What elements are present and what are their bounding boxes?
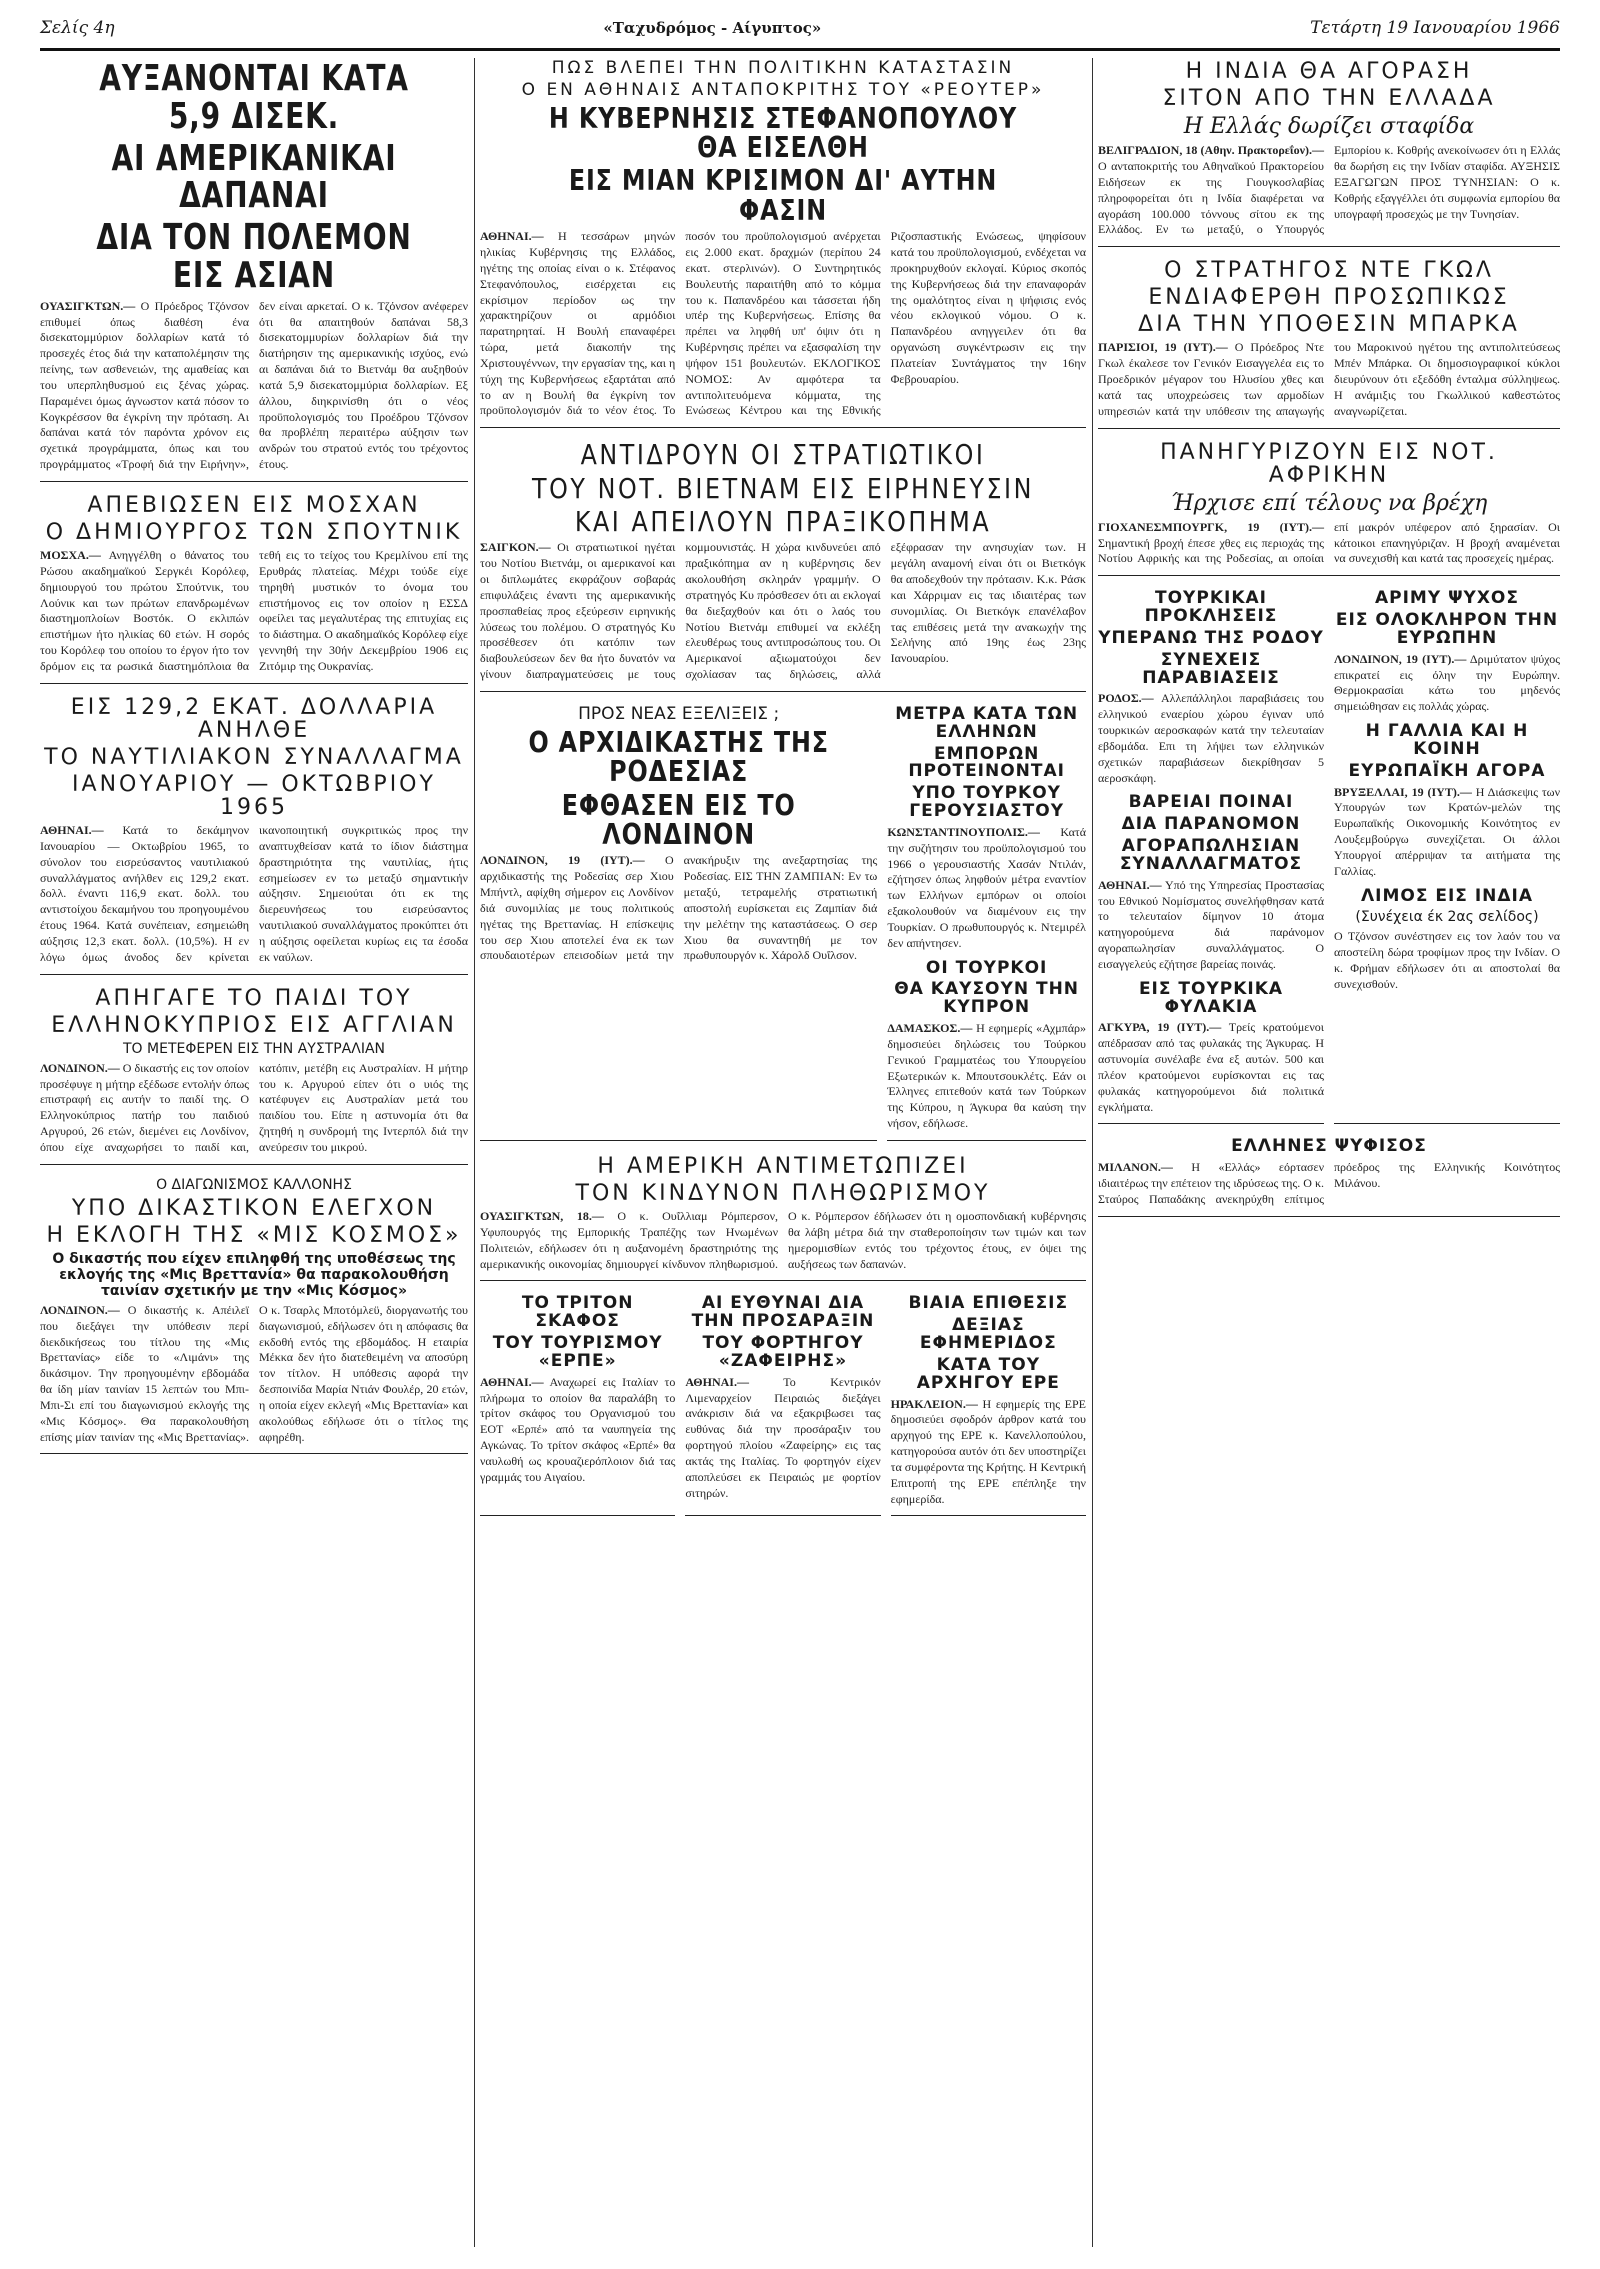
headline: ΔΙΑ ΤΟΝ ΠΟΛΕΜΟΝ ΕΙΣ ΑΣΙΑΝ: [96, 217, 412, 296]
article-body: [480, 229, 1086, 419]
article-cold: [1334, 588, 1560, 1124]
dateline: ΛΟΝΔΙΝΟΝ.—: [40, 1060, 120, 1075]
headline: ΑΝΤΙΔΡΟΥΝ ΟΙ ΣΤΡΑΤΙΩΤΙΚΟΙ: [580, 438, 986, 472]
headline: ΤΟ ΤΡΙΤΟΝ ΣΚΑΦΟΣ: [521, 1293, 634, 1332]
article-korolev: [40, 494, 468, 684]
article-text: Αλλεπάλληλοι παραβιάσεις του ελληνικού εναερίου χώρου έγιναν υπό τουρκικών αεροσκαφών κατά την τελευταίαν εβδομάδα. Επι τη λήψει των ελληνικών σχετικών παραβιάσεων διεκρίθησαν 5 αεροσκάφη.: [1098, 691, 1324, 785]
article-body: [1098, 1020, 1324, 1115]
article-text: Ο δικαστής εις τον οποίον προσέφυγε η μήτηρ εξέδωσε εντολήν όπως επιστραφή εις αυτήν το παιδί της. Ο Ελληνοκύπριος πατήρ του παιδιού Αργυρού, 26 ετών, διεμένει εις Λονδίνον, όπου είχε αναχωρήσει το παιδί και, κατόπιν, μετέβη εις Αυστραλίαν. Η μήτηρ του κ. Αργυρού είπεν ότι ο υιός της κατέφυγεν εις Αυστραλίαν μετά του παιδίου του. Είπε η αστυνομία ότι θα ζητηθή η συνδρομή της Ιντερπόλ διά την ανεύρεσιν του μικρού.: [40, 1060, 468, 1154]
kicker: Ο ΕΝ ΑΘΗΝΑΙΣ ΑΝΤΑΠΟΚΡΙΤΗΣ ΤΟΥ «ΡΕΟΥΤΕΡ»: [521, 79, 1045, 100]
headline: Η ΓΑΛΛΙΑ ΚΑΙ Η ΚΟΙΝΗ: [1365, 721, 1529, 759]
article-greeks-milan: [1098, 1138, 1560, 1216]
dateline: ΣΑΙΓΚΟΝ.—: [480, 540, 551, 555]
article-text: Η εφημερίς της ΕΡΕ δημοσιεύει σφοδρόν άρθρον κατά του αρχηγού της ΕΡΕ κ. Κανελλοπούλου, κατηγορούσα αυτόν ότι δεν υποστηρίζει τα συμφέροντα της Κρήτης. Η Κεντρική Επιτροπή της ΕΡΕ επέπληξε την εφημερίδα.: [890, 1396, 1086, 1506]
article-body: [40, 548, 468, 675]
article-body: [1098, 1160, 1560, 1207]
headline: ΑΠΕΒΙΩΣΕΝ ΕΙΣ ΜΟΣΧΑΝ: [87, 492, 421, 518]
article-greek-merchants: [887, 704, 1086, 1141]
headline: ΑΥΞΑΝΟΝΤΑΙ ΚΑΤΑ 5,9 ΔΙΣΕΚ.: [99, 58, 409, 137]
dateline: ΛΟΝΔΙΝΟΝ, 19 (ΙΥΤ).—: [1334, 651, 1467, 666]
headline: ΕΙΣ 129,2 ΕΚΑΤ. ΔΟΛΛΑΡΙΑ ΑΝΗΛΘΕ: [70, 694, 438, 743]
dateline: ΛΟΝΔΙΝΟΝ, 19 (ΙΥΤ).—: [480, 853, 645, 868]
kicker: ΠΩΣ ΒΛΕΠΕΙ ΤΗΝ ΠΟΛΙΤΙΚΗΝ ΚΑΤΑΣΤΑΣΙΝ: [551, 58, 1015, 78]
article-south-africa: [1098, 441, 1560, 577]
headline: ΣΥΝΕΧΕΙΣ ΠΑΡΑΒΙΑΣΕΙΣ: [1142, 649, 1280, 688]
article-text: Ο Πρόεδρος Ντε Γκωλ έκαλεσε τον Γενικόν Εισαγγελέα εις το Προεδρικόν μέγαρον του Ηλυσίου χθες και κατά τας υποχρεώσεις των αρμοδίων υπηρεσιών κατά την υπόθεσιν της απαγωγής του Μαροκινού ηγέτου της αντιπολιτεύσεως Μπέν Μπάρκα. Οι δημοσιογραφικοί κύκλοι διευρύνουν ότι εξεδόθη ένταλμα σύλληψεως. Η ανάμιξις του Γκωλλικού καθεστώτος αναγνωρίζεται.: [1098, 340, 1560, 418]
article-ere: [891, 1293, 1086, 1516]
headline: ΥΠΕΡΑΝΩ ΤΗΣ ΡΟΔΟΥ: [1098, 627, 1324, 648]
headline: ΤΟ ΝΑΥΤΙΛΙΑΚΟΝ ΣΥΝΑΛΛΑΓΜΑ: [44, 744, 464, 770]
column-right: [1098, 58, 1560, 2247]
headline: Ο ΔΗΜΙΟΥΡΓΟΣ ΤΩΝ ΣΠΟΥΤΝΙΚ: [45, 519, 463, 545]
page-header: [40, 8, 1560, 51]
headline: ΑΓΟΡΑΠΩΛΗΣΙΑΝ ΣΥΝΑΛΛΑΓΜΑΤΟΣ: [1119, 836, 1303, 874]
headline: ΕΝΔΙΑΦΕΡΘΗ ΠΡΟΣΩΠΙΚΩΣ: [1148, 285, 1510, 311]
headline: ΣΙΤΟΝ ΑΠΟ ΤΗΝ ΕΛΛΑΔΑ: [1162, 86, 1496, 112]
dateline: ΑΘΗΝΑΙ.—: [685, 1374, 749, 1389]
article-stefanopoulos: [480, 60, 1086, 428]
article-body: [1334, 785, 1560, 880]
dateline: ΚΩΝΣΤΑΝΤΙΝΟΥΠΟΛΙΣ.—: [887, 824, 1040, 839]
article-row: [480, 704, 1086, 1153]
article-body: [1098, 691, 1324, 786]
headline: ΕΥΡΩΠΑΪΚΗ ΑΓΟΡΑ: [1348, 760, 1546, 781]
dateline: ΒΕΛΙΓΡΑΔΙΟΝ, 18 (Αθην. Πρακτορεΐον).—: [1098, 143, 1324, 158]
headline: ΚΑΙ ΑΠΕΙΛΟΥΝ ΠΡΑΞΙΚΟΠΗΜΑ: [574, 504, 992, 538]
article-text: Δριμύτατον ψύχος επικρατεί εις όλην την Ευρώπην. Θερμοκρασίαι κάτω του μηδενός σημειώθησαν εις πολλάς χώρας.: [1334, 651, 1560, 714]
article-body: [40, 823, 468, 965]
article-body: [480, 1209, 1086, 1272]
article-miss-world: [40, 1177, 468, 1455]
article-text: Η «Ελλάς» εόρτασεν ιδιαιτέρως την επέτειον της ιδρύσεως της. Ο κ. Σταύρος Παπαδάκης ανεκηρύχθη επίτιμος πρόεδρος της Ελληνικής Κοινότητος Μιλάνου.: [1098, 1160, 1560, 1206]
article-body: [40, 299, 468, 473]
headline: ΔΙΑ ΠΑΡΑΝΟΜΟΝ: [1121, 814, 1301, 835]
article-row: [480, 1293, 1086, 1528]
article-text: Τρείς κρατούμενοι απέδρασαν από τας φυλακάς της Άγκυρας. Η αστυνομία συνέλαβε ένα εξ αυτών. 500 και πλέον κρατούμενοι ευρίσκονται εις τας φυλακάς κατηγορούμενοι διά πολιτικά εγκλήματα.: [1098, 1020, 1324, 1114]
article-body: [480, 1375, 675, 1486]
dateline: ΑΘΗΝΑΙ.—: [480, 1374, 544, 1389]
headline: ΕΛΛΗΝΕΣ ΨΥΦΙΣΟΣ: [1231, 1136, 1427, 1157]
headline: ΚΑΤΑ ΤΟΥ ΑΡΧΗΓΟΥ ΕΡΕ: [916, 1354, 1060, 1393]
headline: ΑΙ ΑΜΕΡΙΚΑΝΙΚΑΙ ΔΑΠΑΝΑΙ: [111, 137, 397, 217]
article-text: Ο κ. Ουΐλλιαμ Ρόμπερσον, Υφυπουργός της Εμπορικής Τραπέζης των Ηνωμένων Πολιτειών, εδήλωσεν ότι η αυξανομένη δραστηριότης της αμερικανικής οικονομίας δημιουργεί κίνδυνον πληθωρισμού. Ο κ. Ρόμπερσον έδήλωσεν ότι η ομοσπονδιακή κυβέρνησις θα λάβη μέτρα διά την σταθεροποίησιν των τιμών και των ημερομισθίων εντός του τρέχοντος έτους, εν όψει της αυξήσεως των δαπανών.: [480, 1209, 1086, 1271]
article-row: [1098, 588, 1560, 1136]
column-rule: [1092, 58, 1093, 2247]
headline: ΤΟΥ ΦΟΡΤΗΓΟΥ «ΖΑΦΕΙΡΗΣ»: [702, 1333, 864, 1371]
article-vietnam: [480, 440, 1086, 692]
dateline: ΑΘΗΝΑΙ.—: [40, 823, 104, 838]
article-text: Αναχωρεί εις Ιταλίαν το πλήρωμα το οποίον θα παραλάβη το τρίτον σκάφος του Οργανισμού του ΕΟΤ «Ερπέ» από τα ναυπηγεία της Αγκώνας. Το τρίτον σκάφος «Ερπέ» θα ναυλωθή ως κρουαζιερόπλοιον διά τας γραμμάς του Αιγαίου.: [480, 1374, 676, 1484]
headline: Η ΙΝΔΙΑ ΘΑ ΑΓΟΡΑΣΗ: [1185, 59, 1473, 84]
article-text: Ο ανταποκριτής του Αθηναϊκού Πρακτορείου Ειδήσεων εκ της Γιουγκοσλαβίας πληροφορείται ότι η Ινδία διαφέρεται να αγοράση 100.000 τόννους σίτου εκ της Ελλάδος. Εν τω μεταξύ, ο Υπουργός Εμπορίου κ. Κοθρής ανεκοίνωσεν ότι η Ελλάς θα δωρήση εις την Ινδίαν σταφίδα. ΑΥΞΗΣΙΣ ΕΞΑΓΩΓΩΝ ΠΡΟΣ ΤΥΝΗΣΙΑΝ: Ο κ. Κοθρής εξαγγέλλει ότι συμφωνία εμπορίου θα υπογραφή προσεχώς με την Τυνησίαν.: [1098, 143, 1560, 237]
article-body: [40, 1303, 468, 1445]
dateline: ΑΘΗΝΑΙ.—: [480, 229, 544, 244]
issue-date: Τετάρτη 19 Ιανουαρίου 1966: [1310, 18, 1560, 38]
article-body: [1098, 878, 1324, 973]
subheadline: Ο δικαστής που είχεν επιληφθή της υποθέσεως της εκλογής της «Μις Βρεττανία» θα παρακολουθήση ταινίαν σχετικήν με την «Μις Κόσμος»: [52, 1250, 456, 1299]
deck: Ήρχισε επί τέλους να βρέχη: [1170, 490, 1488, 516]
article-rhodes: [1098, 588, 1324, 1124]
article-text: Οι στρατιωτικοί ηγέται του Νοτίου Βιετνάμ, οι αμερικανοί και οι διπλωμάτες εκφράζουν σοβαράς επιφυλάξεις έναντι της αμερικανικής προσπαθείας προς εξεύρεσιν ειρηνικής λύσεως του πολέμου. Ο στρατηγός Κυ προσέθεσεν ότι κατόπιν των διαβουλεύσεων δεν θα ήτο δυνατόν να γίνουν διαπραγματεύσεις με τους κομμουνιστάς. Η χώρα κινδυνεύει από πραξικόπημα αν η κυβέρνησις δεν ακολουθήση σκληράν γραμμήν. Ο στρατηγός Κυ πρόσθεσεν ότι αι εκλογαί θα διεξαχθούν και ότι ο λαός του Νοτίου Βιετνάμ επιθυμεί να εκλέξη ελευθέρως τους αντιπροσώπους του. Οι Αμερικανοί αξιωματούχοι δεν σχολίασαν τας δηλώσεις, αλλά εξέφρασαν την ανησυχίαν των. Η μεγάλη αναμονή είναι ότι οι Βιετκόγκ θα αποδεχθούν την πρότασιν. Κ.κ. Ράσκ και Χάρριμαν εις τας ιδιαιτέρας των συνομιλίας. Οι Βιετκόγκ επανέλαβον τας επιθέσεις μετά την ανακωχήν της Σελήνης από 19ης έως 23ης Ιανουαρίου.: [480, 540, 1086, 681]
headline: ΟΙ ΤΟΥΡΚΟΙ: [925, 957, 1048, 978]
article-us-spending: [40, 60, 468, 482]
dateline: ΗΡΑΚΛΕΙΟΝ.—: [890, 1396, 978, 1411]
headline: Ο ΑΡΧΙΔΙΚΑΣΤΗΣ ΤΗΣ ΡΟΔΕΣΙΑΣ: [528, 725, 829, 789]
article-body: [887, 825, 1086, 952]
article-india-wheat: [1098, 60, 1560, 247]
dateline: ΟΥΑΣΙΓΚΤΩΝ, 18.—: [480, 1209, 604, 1224]
headline: ΔΕΞΙΑΣ ΕΦΗΜΕΡΙΔΟΣ: [919, 1315, 1057, 1354]
column-left: [40, 58, 468, 2247]
column-rule: [474, 58, 475, 2247]
article-body: [1334, 929, 1560, 992]
headline: ΥΠΟ ΤΟΥΡΚΟΥ ΓΕΡΟΥΣΙΑΣΤΟΥ: [909, 783, 1065, 822]
deck: Η Ελλάς δωρίζει σταφίδα: [1183, 114, 1475, 140]
article-body: [1098, 340, 1560, 419]
page-number: Σελίς 4η: [40, 18, 115, 38]
headline: ΜΕΤΡΑ ΚΑΤΑ ΤΩΝ ΕΛΛΗΝΩΝ: [895, 703, 1079, 742]
headline: ΒΑΡΕΙΑΙ ΠΟΙΝΑΙ: [1128, 792, 1294, 813]
article-text: Υπό της Υπηρεσίας Προστασίας του Εθνικού Νομίσματος συνελήφθησαν κατά το τελευταίον δίμηνον 10 άτομα κατηγορούμενα διά παράνομον αγοραπωλησίαν συναλλάγματος. Ο εισαγγελεύς εζήτησε βαρείας ποινάς.: [1098, 877, 1324, 971]
subheadline: ΤΟ ΜΕΤΕΦΕΡΕΝ ΕΙΣ ΤΗΝ ΑΥΣΤΡΑΛΙΑΝ: [123, 1040, 385, 1057]
headline: ΕΛΛΗΝΟΚΥΠΡΙΟΣ ΕΙΣ ΑΓΓΛΙΑΝ: [51, 1012, 457, 1038]
headline: ΛΙΜΟΣ ΕΙΣ ΙΝΔΙΑ: [1360, 885, 1534, 906]
headline: ΕΙΣ ΤΟΥΡΚΙΚΑ ΦΥΛΑΚΙΑ: [1138, 978, 1284, 1017]
dateline: ΒΡΥΞΕΛΛΑΙ, 19 (ΙΥΤ).—: [1334, 784, 1472, 799]
dateline: ΟΥΑΣΙΓΚΤΩΝ.—: [40, 298, 136, 313]
headline: ΤΟΥ ΤΟΥΡΙΣΜΟΥ «ΕΡΠΕ»: [492, 1333, 663, 1371]
article-text: Σημαντική βροχή έπεσε χθες εις περιοχάς της Νοτίου Αφρικής και της Ροδεσίας, αι οποίαι επί μακρόν υπέφερον από ξηρασίαν. Οι κάτοικοι επανηγύριζαν. Η βροχή αναμένεται να συνεχισθή και κατά τας προσεχείς ημέρας.: [1098, 519, 1560, 566]
column-center: [480, 58, 1086, 2247]
article-text: Κατά το δεκάμηνον Ιανουαρίου — Οκτωβρίου 1965, το σύνολον του εισρεύσαντος ναυτιλιακού συναλλάγματος ανήλθεν εις 129,2 εκατ. δολλ. έναντι 116,9 εκατ. δολλ. του αντιστοίχου δεκαμήνου του προηγουμένου έτους 1964. Κατά συνέπειαν, εσημειώθη αύξησις 12,3 εκατ. δολλ. (10,5%). Η εν λόγω όμως άνοδος δεν κρίνεται ικανοποιητική συγκριτικώς προς την αναπτυχθείσαν κατά το ίδιον διάστημα δραστηριότητα της ναυτιλίας, ήτις εσημείωσεν εν τω μεταξύ σημαντικήν αύξησιν. Σημειούται ότι εκ της διερευνήσεως του εισρεύσαντος ναυτιλιακού συναλλάγματος προκύπτει ότι η αύξησις οφείλεται κυρίως εις τα έσοδα εκ ναύλων.: [40, 823, 468, 964]
masthead-name: «Ταχυδρόμος - Αίγυπτος»: [603, 19, 822, 37]
article-body: [1334, 652, 1560, 715]
headline: ΕΙΣ ΜΙΑΝ ΚΡΙΣΙΜΟΝ ΔΙ' ΑΥΤΗΝ ΦΑΣΙΝ: [568, 164, 998, 227]
article-text: Η τεσσάρων μηνών ηλικίας Κυβέρνησις της Ελλάδος, ηγέτης της οποίας είναι ο κ. Στέφανος Στεφανόπουλος, εισέρχεται εις εκρίσιμον περίοδον ως την χαρακτηρίζουν οι αρμόδιοι παρατηρηταί. Η Βουλή επαναφέρει τώρα, μετά διακοπήν της Χριστουγέννων, την εργασίαν της, και η τύχη της Κυβερνήσεως εξαρτάται από το αν η Βουλή θα έγκρίνη τον προϋπολογισμόν διά το νέον έτος. Το ποσόν του προϋπολογισμού ανέρχεται εις 2.000 εκατ. δραχμών (περίπου 24 εκατ. στερλινών). Ο Συντηρητικός Βουλευτής παραιτήθη από το κόμμα του κ. Παπανδρέου και τάσσεται ήδη υπέρ της Κυβερνήσεως. Επίσης θα πρέπει να ληφθή υπ' όψιν ότι η Κυβέρνησις πρέπει να εξασφαλίση την ψήφον 151 βουλευτών. ΕΚΛΟΓΙΚΟΣ ΝΟΜΟΣ: Αν αμφότερα τα αντιπολιτευόμενα κόμματα, της Ενώσεως Κέντρου και της Εθνικής Ριζοσπαστικής Ενώσεως, ψηφίσουν κατά του προϋπολογισμού, ενδέχεται να προκηρυχθούν εκλογαί. Κύριος σκοπός της Κυβερνήσεως διά την επαναφοράν της ομαλότητος είναι η ψήφισις ενός νέου εκλογικού νόμου. Ο κ. Παπανδρέου ανηγγειλεν ότι θα οργανώση συγκέντρωσιν εις την Πλατείαν Συντάγματος την 16ην Φεβρουαρίου.: [480, 229, 1086, 418]
headline: ΤΟΥ ΝΟΤ. ΒΙΕΤΝΑΜ ΕΙΣ ΕΙΡΗΝΕΥΣΙΝ: [532, 471, 1034, 505]
article-zafeiris: [685, 1293, 880, 1516]
dateline: ΡΟΔΟΣ.—: [1098, 691, 1154, 706]
dateline: ΜΙΛΑΝΟΝ.—: [1098, 1160, 1173, 1175]
article-shipping: [40, 696, 468, 975]
headline: ΔΙΑ ΤΗΝ ΥΠΟΘΕΣΙΝ ΜΠΑΡΚΑ: [1138, 312, 1520, 338]
article-erpe: [480, 1293, 675, 1516]
article-body: [1098, 143, 1560, 238]
article-abduction: [40, 987, 468, 1165]
article-text: Κατά την συζήτησιν του προϋπολογισμού του 1966 ο γερουσιαστής Χασάν Ντιλάν, εζήτησεν όπως ληφθούν μέτρα εναντίον των Ελλήνων εμπόρων οι οποίοι εξακολουθούν να διαμένουν εις την Τουρκίαν. Ο πρωθυπουργός κ. Ντεμιρέλ δεν απήντησεν.: [887, 824, 1086, 950]
article-text: Το Κεντρικόν Λιμεναρχείον Πειραιώς διεξάγει ανάκρισιν διά να εξακριβωσει τας ευθύνας διά την προσάραξιν του φορτηγού πλοίου «Ζαφείρης» εις τας ακτάς της Ιταλίας. Το φορτηγόν είχεν αποπλεύσει εκ Πειραιώς με φορτίον σιτηρών.: [685, 1374, 881, 1500]
headline: ΕΦΘΑΣΕΝ ΕΙΣ ΤΟ ΛΟΝΔΙΝΟΝ: [561, 788, 796, 851]
article-inflation: [480, 1155, 1086, 1282]
article-de-gaulle: [1098, 259, 1560, 428]
article-text: Ο δικαστής κ. Απέιλεϊ που διεξάγει την υπόθεσιν περί διεκδικήσεως του τίτλου της «Μις Βρεττανίας» είδε το «Λιμάνι» της δικάσιμον. Την προηγουμένην εβδομάδα θα ίδη μίαν ταινίαν 15 λεπτών του Μπι-Μπι-Σι επί του διαγωνισμού εκλογής της «Μις Κόσμος». Θα παρακολουθήση επίσης μίαν ταινίαν της «Μις Βρεττανίας». Ο κ. Τσαρλς Μποτόμλεϋ, διοργανωτής του διαγωνισμού, εδήλωσεν ότι η απόφασις θα εκδοθή εντός της εβδομάδος. Η εταιρία Μέκκα δεν ήτο διατεθειμένη να αποσύρη τον τίτλον. Η υπόθεσις αφορά την δεσποινίδα Μαρία Ντιάν Φουλέρ, 20 ετών, η οποία είχεν εκλεγή «Μις Βρεττανία» και ακολούθως εδήλωσε ότι ο τίτλος της αφηρέθη.: [40, 1302, 468, 1444]
headline: ΕΙΣ ΟΛΟΚΛΗΡΟΝ ΤΗΝ ΕΥΡΩΠΗΝ: [1335, 610, 1559, 648]
article-text: Η εφημερίς «Αχμπάρ» δημοσιεύει δηλώσεις του Τούρκου Γενικού Γραμματέως του Υπουργείου Εξωτερικών κ. Μπουτσουκλέτς. Εάν οι Έλληνες επιτεθούν κατά των Τούρκων της Κύπρου, η Άγκυρα θα καύση την νήσον, εδήλωσε.: [887, 1021, 1086, 1130]
article-body: [891, 1397, 1086, 1508]
article-body: [685, 1375, 880, 1502]
headline: ΑΠΗΓΑΓΕ ΤΟ ΠΑΙΔΙ ΤΟΥ: [95, 985, 413, 1011]
headline: ΒΙΑΙΑ ΕΠΙΘΕΣΙΣ: [908, 1293, 1069, 1314]
headline: Η ΕΚΛΟΓΗ ΤΗΣ «ΜΙΣ ΚΟΣΜΟΣ»: [46, 1222, 462, 1248]
article-body: [480, 540, 1086, 682]
article-rhodesia: [480, 704, 877, 1141]
dateline: ΑΘΗΝΑΙ.—: [1098, 877, 1162, 892]
headline: ΑΙ ΕΥΘΥΝΑΙ ΔΙΑ ΤΗΝ ΠΡΟΣΑΡΑΞΙΝ: [691, 1293, 875, 1332]
headline: Η ΑΜΕΡΙΚΗ ΑΝΤΙΜΕΤΩΠΙΖΕΙ: [597, 1153, 969, 1179]
headline: ΠΑΝΗΓΥΡΙΖΟΥΝ ΕΙΣ ΝΟΤ. ΑΦΡΙΚΗΝ: [1160, 439, 1498, 488]
article-text: Ο Πρόεδρος Τζόνσον επιθυμεί όπως διαθέση ένα δισεκατομμύριον δολλαρίων κατά τό προσεχές έτος διά την καταπολέμησιν της πείνης, των ασθενειών, της αμαθείας και του υπερπληθυσμού εις ξένας χώρας. Παραμένει όμως άγνωστον κατά πόσον το Κογκρέσσον θα έγκρίνη την πρόταση. Αι δαπάναι κατά τόν παρόντα χρόνον εις σχετικά προγράμματα, όπως και του προγράμματος «Τροφή διά την Ειρήνην», δεν είναι αρκεταί. Ο κ. Τζόνσον ανέφερεν ότι θα απαιτηθούν δαπάναι 58,3 δισεκατομμυρίων δολλαρίων διά την διατήρησιν της αμερικανικής ισχύος, ενώ αι δαπάναι διά το Βιετνάμ θα αυξηθούν κατά 5,9 δισεκατομμύρια δολλαρίων. Εξ άλλου, διηκρινίσθη ότι ο νέος προϋπολογισμός του Προέδρου Τζόνσον θα προβλέπη περαιτέρω αύξησιν των ανδρών του στρατού εντός του τρέχοντος έτους.: [40, 298, 468, 472]
headline: ΕΜΠΟΡΩΝ ΠΡΟΤΕΙΝΟΝΤΑΙ: [908, 743, 1065, 782]
article-body: [1098, 520, 1560, 567]
article-body: [480, 853, 877, 964]
kicker: ΠΡΟΣ ΝΕΑΣ ΕΞΕΛΙΞΕΙΣ ;: [578, 703, 780, 724]
dateline: ΔΑΜΑΣΚΟΣ.—: [887, 1021, 973, 1036]
headline: ΤΟΝ ΚΙΝΔΥΝΟΝ ΠΛΗΘΩΡΙΣΜΟΥ: [575, 1180, 991, 1206]
headline: ΘΑ ΚΑΥΣΟΥΝ ΤΗΝ ΚΥΠΡΟΝ: [894, 979, 1080, 1018]
headline: ΤΟΥΡΚΙΚΑΙ ΠΡΟΚΛΗΣΕΙΣ: [1144, 588, 1278, 627]
subheadline: (Συνέχεια έκ 2ας σελίδος): [1355, 909, 1539, 926]
article-text: Ο αρχιδικαστής της Ροδεσίας σερ Χιου Μπήντλ, αφίχθη σήμερον εις Λονδίνον διά συνομιλίας με τους πολιτικούς ηγέτας της Βρεττανίας. Η επίσκεψις του σερ Χιου αποτελεί ένα εκ των σπουδαιοτέρων επεισοδίων μετά την ανακήρυξιν της ανεξαρτησίας της Ροδεσίας. ΕΙΣ ΤΗΝ ΖΑΜΠΙΑΝ: Εν τω μεταξύ, τετραμελής στρατιωτική αποστολή ευρίσκεται εις Ζαμπίαν διά την μελέτην της καταστάσεως. Ο σερ Χιου θα συναντηθή με τον πρωθυπουργόν κ. Χάρολδ Ουΐλσον.: [480, 853, 878, 963]
kicker: Ο ΔΙΑΓΩΝΙΣΜΟΣ ΚΑΛΛΟΝΗΣ: [156, 1176, 352, 1193]
dateline: ΠΑΡΙΣΙΟΙ, 19 (ΙΥΤ).—: [1098, 340, 1228, 355]
dateline: ΓΙΟΧΑΝΕΣΜΠΟΥΡΓΚ, 19 (ΙΥΤ).—: [1098, 519, 1324, 534]
article-text: Ανηγγέλθη ο θάνατος του Ρώσου ακαδημαϊκού Σεργκέι Κορόλεφ, δημιουργού του πρώτου Σπούτνικ, του Λούνικ και των πρώτων επανδρωμένων διαστημοπλοίων Βοστόκ. Ο εκλιπών επιστήμων ήτο ηλικίας 60 ετών. Η σορός του Κορόλεφ του οποίου το έργον ήτο τον δρόμον εις τα ρωσικά διαστημόπλοια θα τεθή εις το τείχος του Κρεμλίνου επί της Ερυθράς πλατείας. Μέχρι τούδε είχε τηρηθή μυστικόν το όνομα του επιστήμονος εις τον οποίον η ΕΣΣΔ οφείλει τας μεγαλυτέρας της επιτυχίας εις το διάστημα. Ο ακαδημαϊκός Κορόλεφ είχε γεννηθή την 30ήν Δεκεμβρίου 1906 εις Ζιτόμιρ της Ουκρανίας.: [40, 548, 468, 673]
article-body: [40, 1061, 468, 1156]
dateline: ΛΟΝΔΙΝΟΝ.—: [40, 1302, 120, 1317]
headline: Ο ΣΤΡΑΤΗΓΟΣ ΝΤΕ ΓΚΩΛ: [1164, 258, 1494, 284]
article-text: Η Διάσκεψις των Υπουργών των Κρατών-μελών της Ευρωπαϊκής Οικονομικής Κοινότητος εν Λουξεμβούργω συνεχίζεται. Οι άλλοι Υπουργοί απέρριψαν τα αιτήματα της Γαλλίας.: [1334, 784, 1560, 878]
headline: ΙΑΝΟΥΑΡΙΟΥ — ΟΚΤΩΒΡΙΟΥ 1965: [72, 771, 436, 821]
headline: Η ΚΥΒΕΡΝΗΣΙΣ ΣΤΕΦΑΝΟΠΟΥΛΟΥ ΘΑ ΕΙΣΕΛΘΗ: [548, 101, 1018, 165]
dateline: ΜΟΣΧΑ.—: [40, 548, 101, 563]
article-text: Ο Τζόνσον συνέστησεν εις τον λαόν του να αποστείλη δώρα τροφίμων προς την Ινδίαν. Ο κ. Φρήμαν εδήλωσεν ότι αι αποστολαί θα συνεχισθούν.: [1334, 929, 1560, 991]
headline: ΥΠΟ ΔΙΚΑΣΤΙΚΟΝ ΕΛΕΓΧΟΝ: [71, 1195, 437, 1221]
article-body: [887, 1021, 1086, 1132]
headline: ΑΡΙΜΥ ΨΥΧΟΣ: [1374, 588, 1519, 609]
dateline: ΑΓΚΥΡΑ, 19 (ΙΥΤ).—: [1098, 1020, 1222, 1035]
